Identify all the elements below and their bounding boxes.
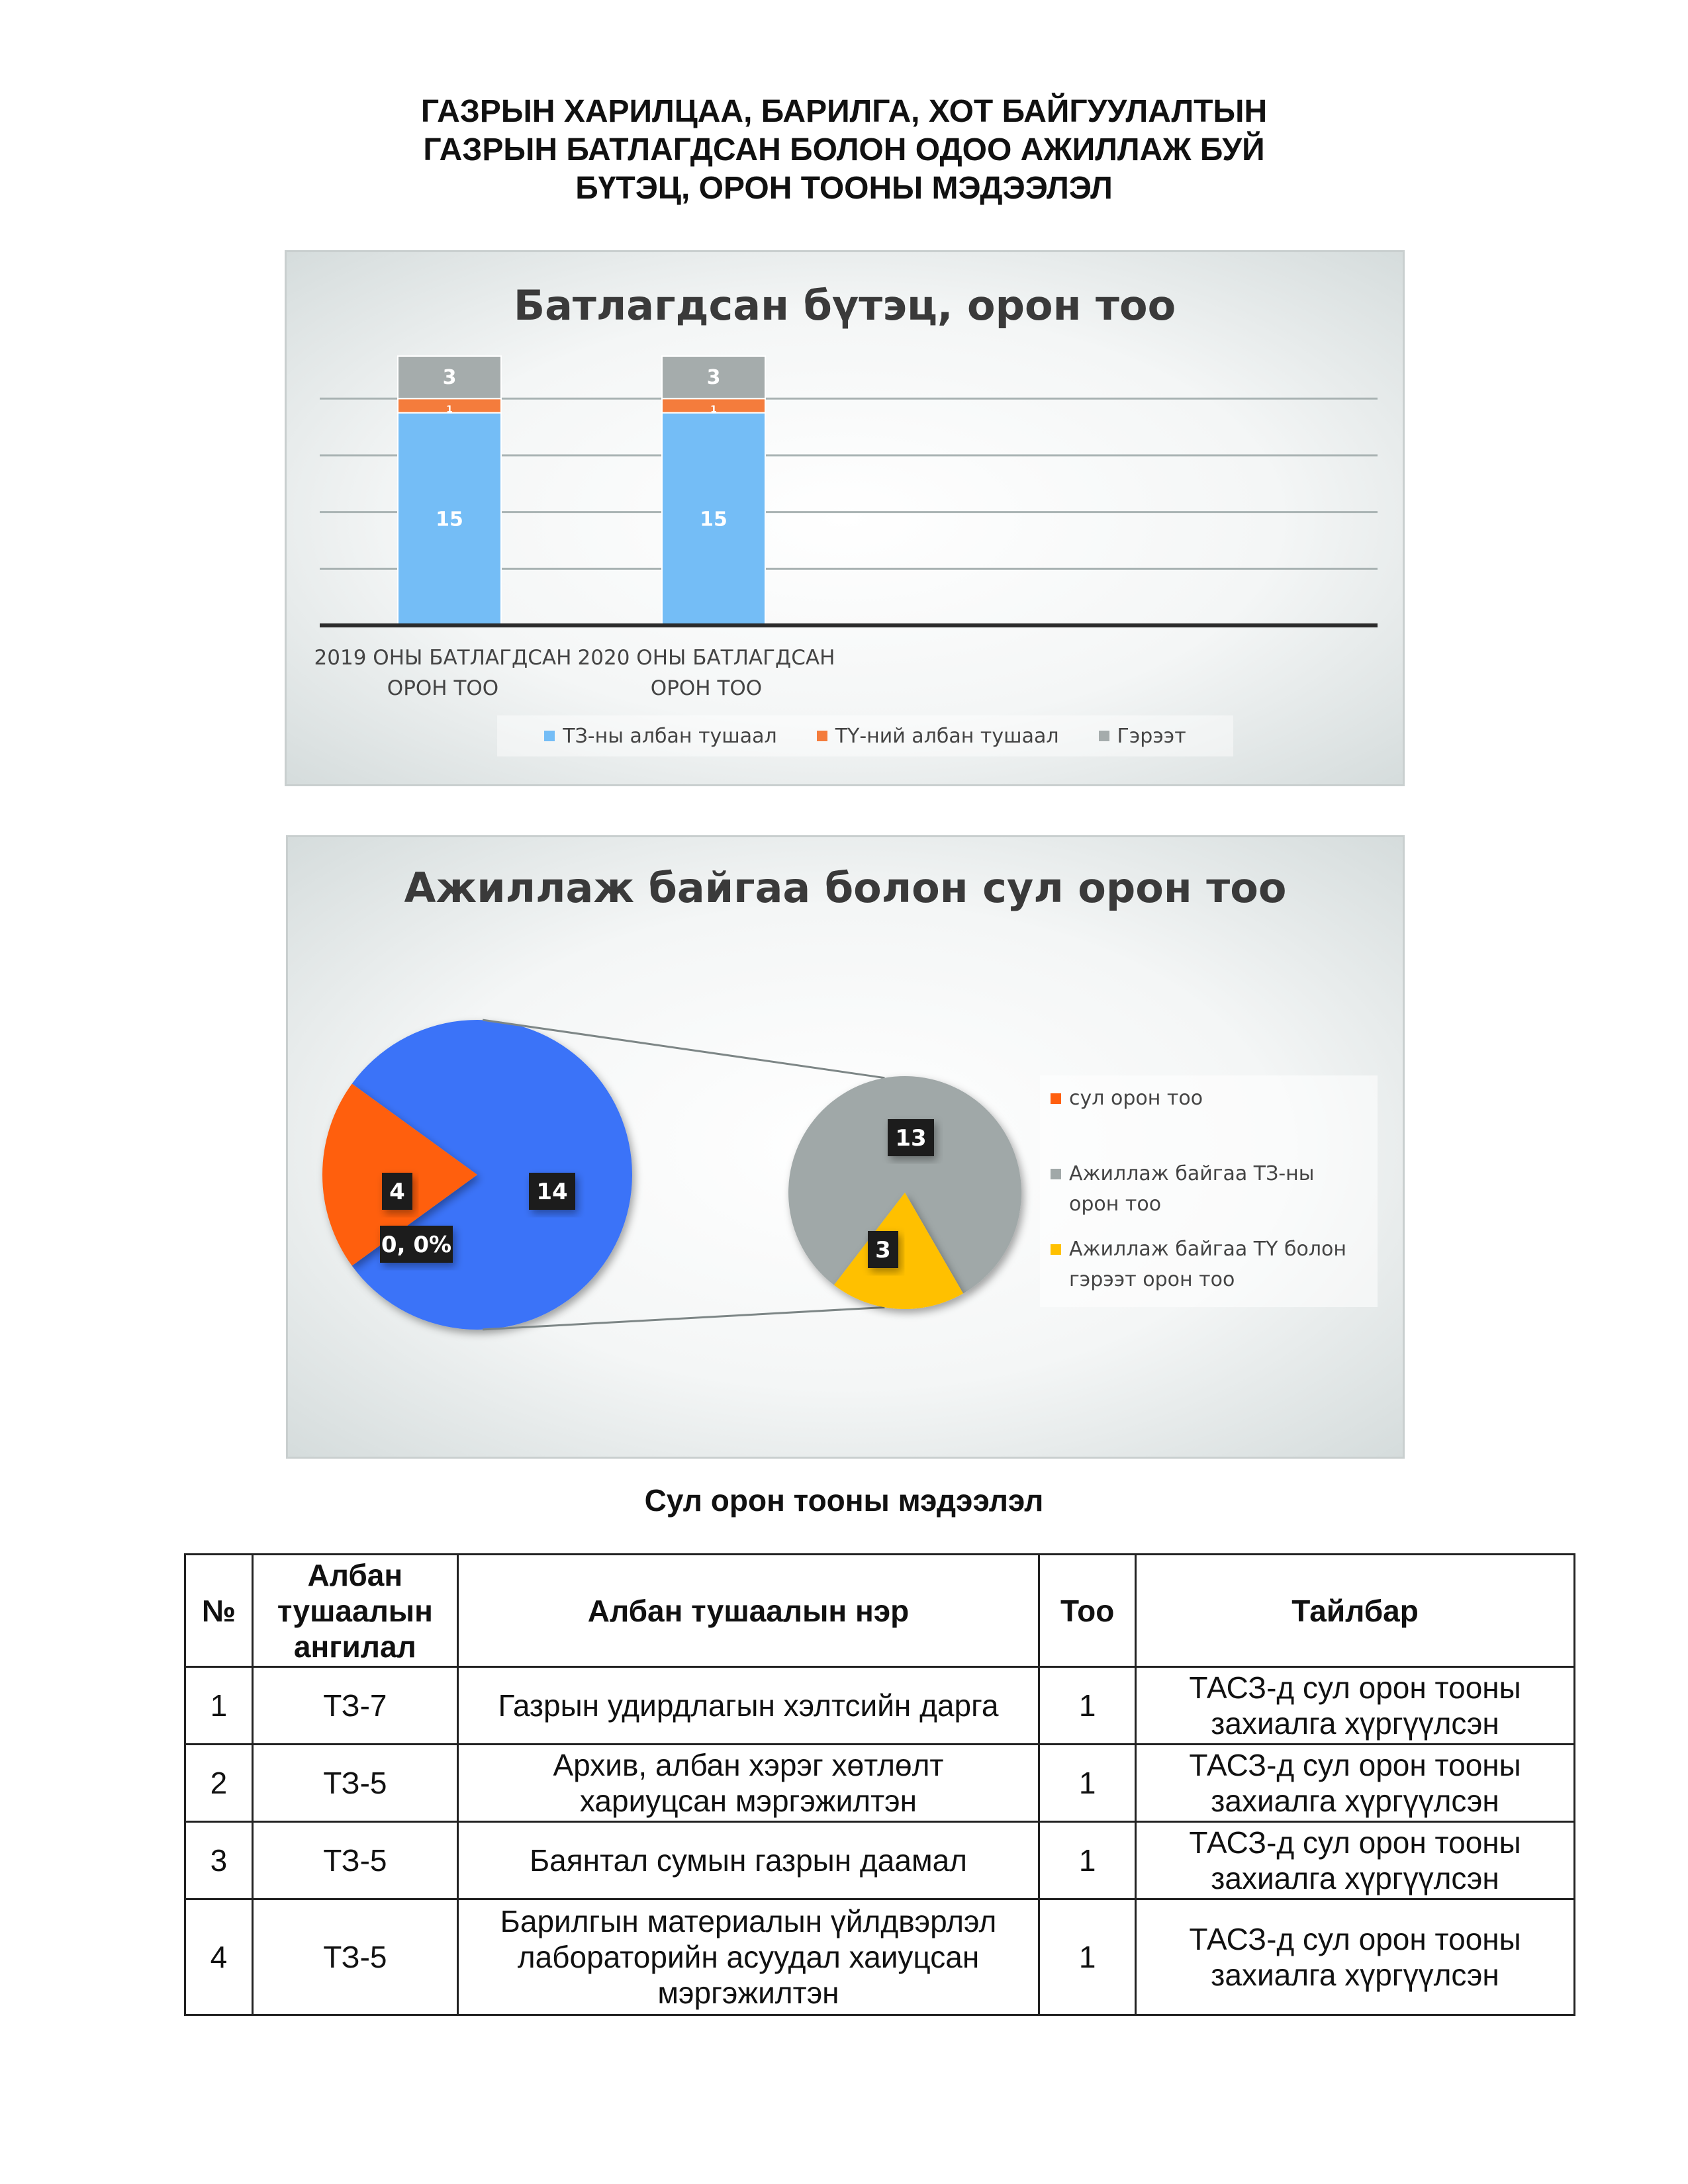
cell-num: 2 [185, 1745, 253, 1822]
cell-num: 4 [185, 1899, 253, 2015]
table-row [185, 1822, 1575, 1899]
category-label-line: 2020 ОНЫ БАТЛАГДСАН [577, 646, 835, 670]
legend-label: Ажиллаж байгаа ТЗ-ны орон тоо [1069, 1162, 1315, 1216]
data-label: 1 [446, 404, 453, 415]
data-label: 1 [710, 404, 717, 415]
cell-count: 1 [1039, 1822, 1136, 1899]
legend-swatch [1051, 1244, 1061, 1255]
category-label-2020 [567, 643, 845, 704]
legend-label: сул орон тоо [1069, 1087, 1203, 1110]
cell-line: Барилгын материалын үйлдвэрлэл [500, 1904, 997, 1938]
legend-item-vacant [1051, 1083, 1368, 1114]
cell-category: ТЗ-7 [252, 1667, 457, 1745]
header-category-line: Албан [307, 1557, 403, 1592]
working-vacant-chart [286, 835, 1405, 1459]
bar-chart-svg [287, 252, 1403, 784]
data-label: 14 [536, 1179, 568, 1205]
title-line: ГАЗРЫН ХАРИЛЦАА, БАРИЛГА, ХОТ БАЙГУУЛАЛТЫН [420, 94, 1268, 129]
bar-chart-title: Батлагдсан бүтэц, орон тоо [513, 281, 1176, 330]
legend-swatch [817, 731, 827, 741]
legend-swatch [544, 731, 555, 741]
cell-line: захиалга хүргүүлсэн [1211, 1706, 1499, 1741]
header-category [252, 1555, 457, 1667]
category-label-line: ОРОН ТОО [387, 676, 499, 700]
data-label: 4 [389, 1179, 405, 1205]
cell-name [457, 1899, 1039, 2015]
header-name: Албан тушаалын нэр [457, 1555, 1039, 1667]
cell-note [1136, 1667, 1575, 1745]
cell-line: ТАСЗ-д сул орон тооны [1189, 1670, 1521, 1705]
header-num: № [185, 1555, 253, 1667]
cell-name [457, 1822, 1039, 1899]
cell-category: ТЗ-5 [252, 1822, 457, 1899]
cell-line: ТАСЗ-д сул орон тооны [1189, 1825, 1521, 1860]
cell-category: ТЗ-5 [252, 1745, 457, 1822]
cell-name [457, 1745, 1039, 1822]
table-row [185, 1667, 1575, 1745]
cell-line: Баянтал сумын газрын даамал [529, 1843, 967, 1878]
cell-note [1136, 1822, 1575, 1899]
vacancy-table [184, 1553, 1575, 2016]
data-label: 3 [875, 1237, 891, 1263]
cell-line: захиалга хүргүүлсэн [1211, 1958, 1499, 1992]
data-label: 3 [706, 366, 721, 390]
cell-category: ТЗ-5 [252, 1899, 457, 2015]
cell-count: 1 [1039, 1899, 1136, 2015]
pie-chart-title: Ажиллаж байгаа болон сул орон тоо [404, 864, 1287, 912]
bar-chart-legend [497, 715, 1233, 756]
header-category-line: тушаалын [277, 1593, 433, 1628]
cell-note [1136, 1899, 1575, 2015]
table-row [185, 1745, 1575, 1822]
document-title [0, 93, 1688, 208]
header-count: Тоо [1039, 1555, 1136, 1667]
cell-line: мэргэжилтэн [657, 1976, 839, 2010]
cell-note [1136, 1745, 1575, 1822]
cell-count: 1 [1039, 1745, 1136, 1822]
pie-chart-legend [1040, 1075, 1378, 1307]
header-category-line: ангилал [293, 1629, 416, 1664]
legend-item-contract [1099, 725, 1186, 748]
legend-swatch [1051, 1093, 1061, 1104]
title-line: ГАЗРЫН БАТЛАГДСАН БОЛОН ОДОО АЖИЛЛАЖ БУЙ [423, 132, 1265, 167]
cell-line: хариуцсан мэргэжилтэн [579, 1784, 917, 1818]
category-label-2019 [304, 643, 582, 704]
table-header-row [185, 1555, 1575, 1667]
cell-line: лабораторийн асуудал хаиуцсан [517, 1940, 980, 1974]
legend-label: ТЗ-ны албан тушаал [563, 724, 777, 748]
category-label-line: ОРОН ТОО [650, 676, 763, 700]
cell-line: ТАСЗ-д сул орон тооны [1189, 1922, 1521, 1956]
cell-line: ТАСЗ-д сул орон тооны [1189, 1748, 1521, 1782]
data-label: 15 [700, 508, 727, 531]
data-label: 15 [436, 508, 463, 531]
title-line: БҮТЭЦ, ОРОН ТООНЫ МЭДЭЭЛЭЛ [575, 171, 1113, 206]
legend-label: ТҮ-ний албан тушаал [835, 724, 1059, 748]
legend-item-working-tu [1051, 1234, 1368, 1295]
legend-swatch [1099, 731, 1109, 741]
cell-num: 3 [185, 1822, 253, 1899]
data-label: 0, 0% [381, 1232, 452, 1258]
cell-name [457, 1667, 1039, 1745]
legend-label: Ажиллаж байгаа ТҮ болон гэрээт орон тоо [1069, 1238, 1346, 1291]
legend-item-tz [544, 725, 776, 748]
header-note: Тайлбар [1136, 1555, 1575, 1667]
vacancy-table-title: Сул орон тооны мэдээлэл [644, 1483, 1044, 1518]
cell-num: 1 [185, 1667, 253, 1745]
data-label: 13 [895, 1125, 927, 1152]
cell-line: Архив, албан хэрэг хөтлөлт [553, 1748, 944, 1782]
approved-structure-chart [285, 250, 1405, 786]
cell-line: захиалга хүргүүлсэн [1211, 1784, 1499, 1818]
data-label: 3 [442, 366, 457, 390]
legend-item-working-tz [1051, 1159, 1368, 1220]
category-label-line: 2019 ОНЫ БАТЛАГДСАН [314, 646, 572, 670]
table-row [185, 1899, 1575, 2015]
cell-line: захиалга хүргүүлсэн [1211, 1861, 1499, 1895]
legend-label: Гэрээт [1117, 724, 1186, 748]
legend-swatch [1051, 1169, 1061, 1179]
cell-line: Газрын удирдлагын хэлтсийн дарга [498, 1688, 999, 1723]
legend-item-tu [817, 725, 1059, 748]
cell-count: 1 [1039, 1667, 1136, 1745]
